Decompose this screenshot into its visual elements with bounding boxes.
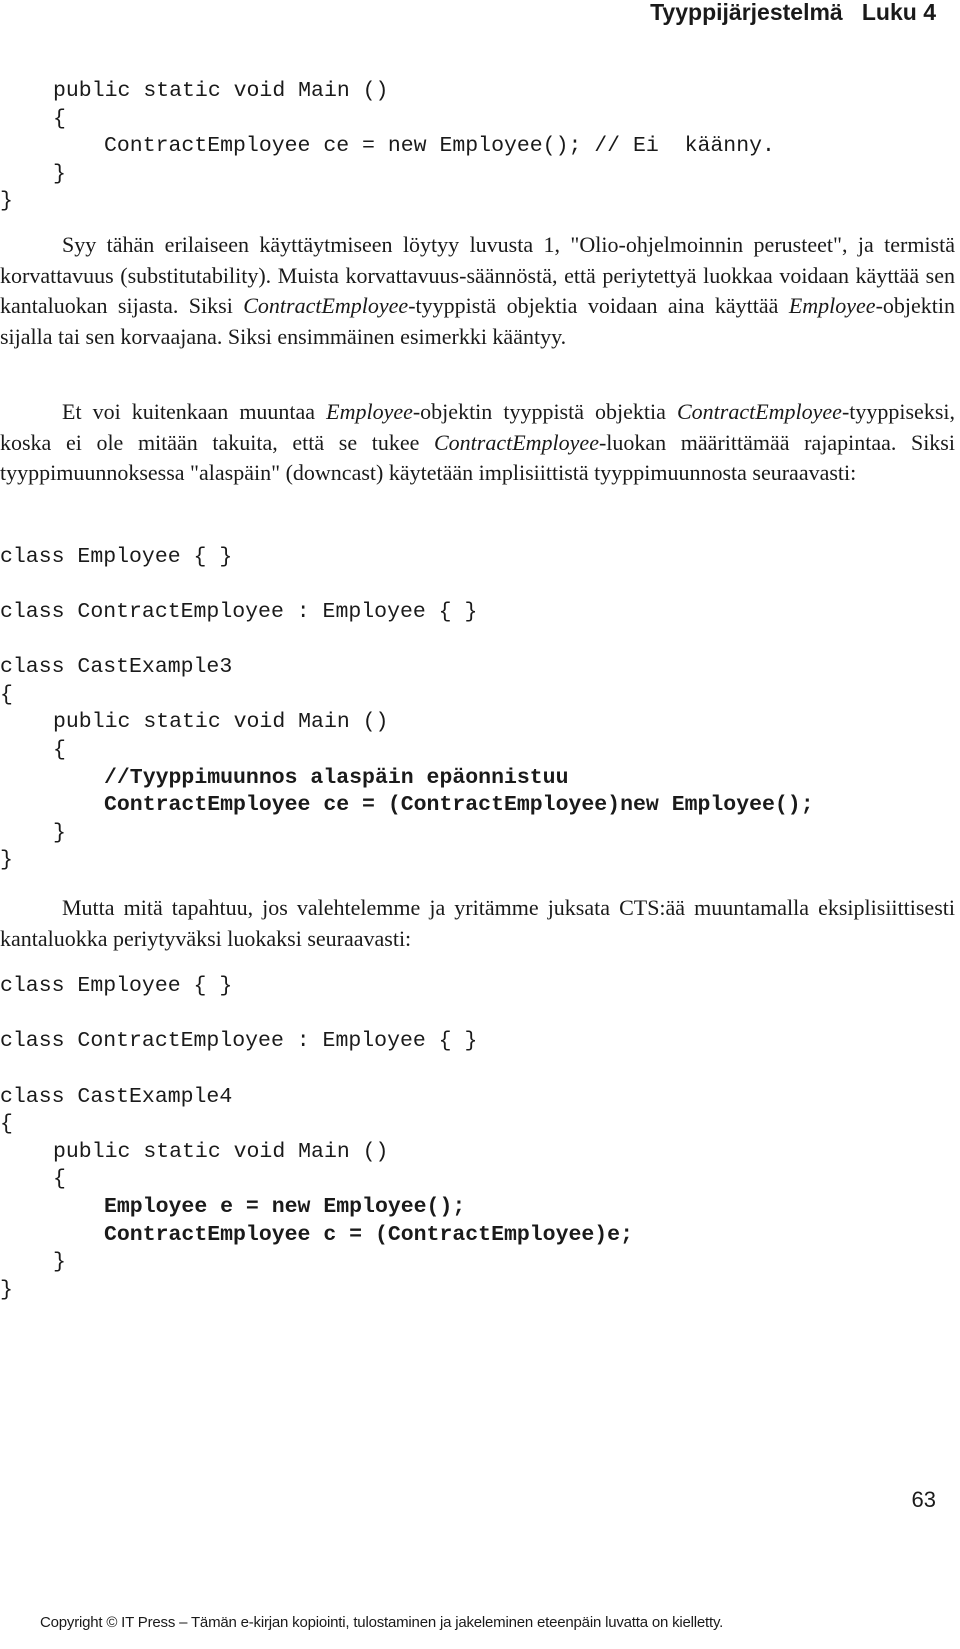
code-line: public static void Main () <box>53 79 389 103</box>
code-line: } <box>53 821 66 845</box>
code-line: ContractEmployee c = (ContractEmployee)e; <box>104 1223 633 1247</box>
code-line: { <box>0 683 13 707</box>
code-line: public static void Main () <box>53 1140 389 1164</box>
code-line: class Employee { } <box>0 974 233 998</box>
code-line: } <box>53 162 66 186</box>
code-line: { <box>53 738 66 762</box>
body-paragraph: Syy tähän erilaiseen käyttäytmiseen löytyy luvusta 1, "Olio-ohjelmoinnin perusteet", ja termistä korvattavuus (substitutability). Muista korvattavuus-säännöstä, että periytettyä luokkaa voidaan käyttää sen kantaluokan sijasta. Siksi ContractEmployee-tyyppistä objektia voidaan aina käyttää Employee-objektin sijalla tai sen korvaajana. Siksi ensimmäinen esimerkki kääntyy. <box>0 232 955 349</box>
code-line: class CastExample4 <box>0 1085 233 1109</box>
page-header: Tyyppijärjestelmä Luku 4 <box>650 0 936 25</box>
code-line: class ContractEmployee : Employee { } <box>0 600 478 624</box>
code-line: class CastExample3 <box>0 655 233 679</box>
code-line: } <box>53 1250 66 1274</box>
code-line: class Employee { } <box>0 545 233 569</box>
code-line: ContractEmployee ce = new Employee(); // Ei käänny. <box>104 134 775 158</box>
code-line: } <box>0 189 13 213</box>
code-line: ContractEmployee ce = (ContractEmployee)new Employee(); <box>104 793 814 817</box>
code-line: { <box>53 107 66 131</box>
code-line: } <box>0 848 13 872</box>
page-number: 63 <box>911 1487 936 1512</box>
code-line: } <box>0 1278 13 1302</box>
code-line: public static void Main () <box>53 710 389 734</box>
body-paragraph: Et voi kuitenkaan muuntaa Employee-objektin tyyppistä objektia ContractEmployee-tyyppiseksi, koska ei ole mitään takuita, että se tukee ContractEmployee-luokan määrittämää rajapintaa. Siksi tyyppimuunnoksessa "alaspäin" (downcast) käytetään implisiittistä tyyppimuunnosta seuraavasti: <box>0 399 955 485</box>
copyright-footer: Copyright © IT Press – Tämän e-kirjan kopiointi, tulostaminen ja jakeleminen eteenpäin luvatta on kielletty. <box>40 1614 724 1631</box>
code-line: class ContractEmployee : Employee { } <box>0 1029 478 1053</box>
body-paragraph: Mutta mitä tapahtuu, jos valehtelemme ja yritämme juksata CTS:ää muuntamalla eksiplisiittisesti kantaluokka periytyväksi luokaksi seuraavasti: <box>0 895 955 951</box>
code-line: Employee e = new Employee(); <box>104 1195 466 1219</box>
code-line: { <box>0 1112 13 1136</box>
code-line: { <box>53 1167 66 1191</box>
code-line: //Tyyppimuunnos alaspäin epäonnistuu <box>104 766 569 790</box>
